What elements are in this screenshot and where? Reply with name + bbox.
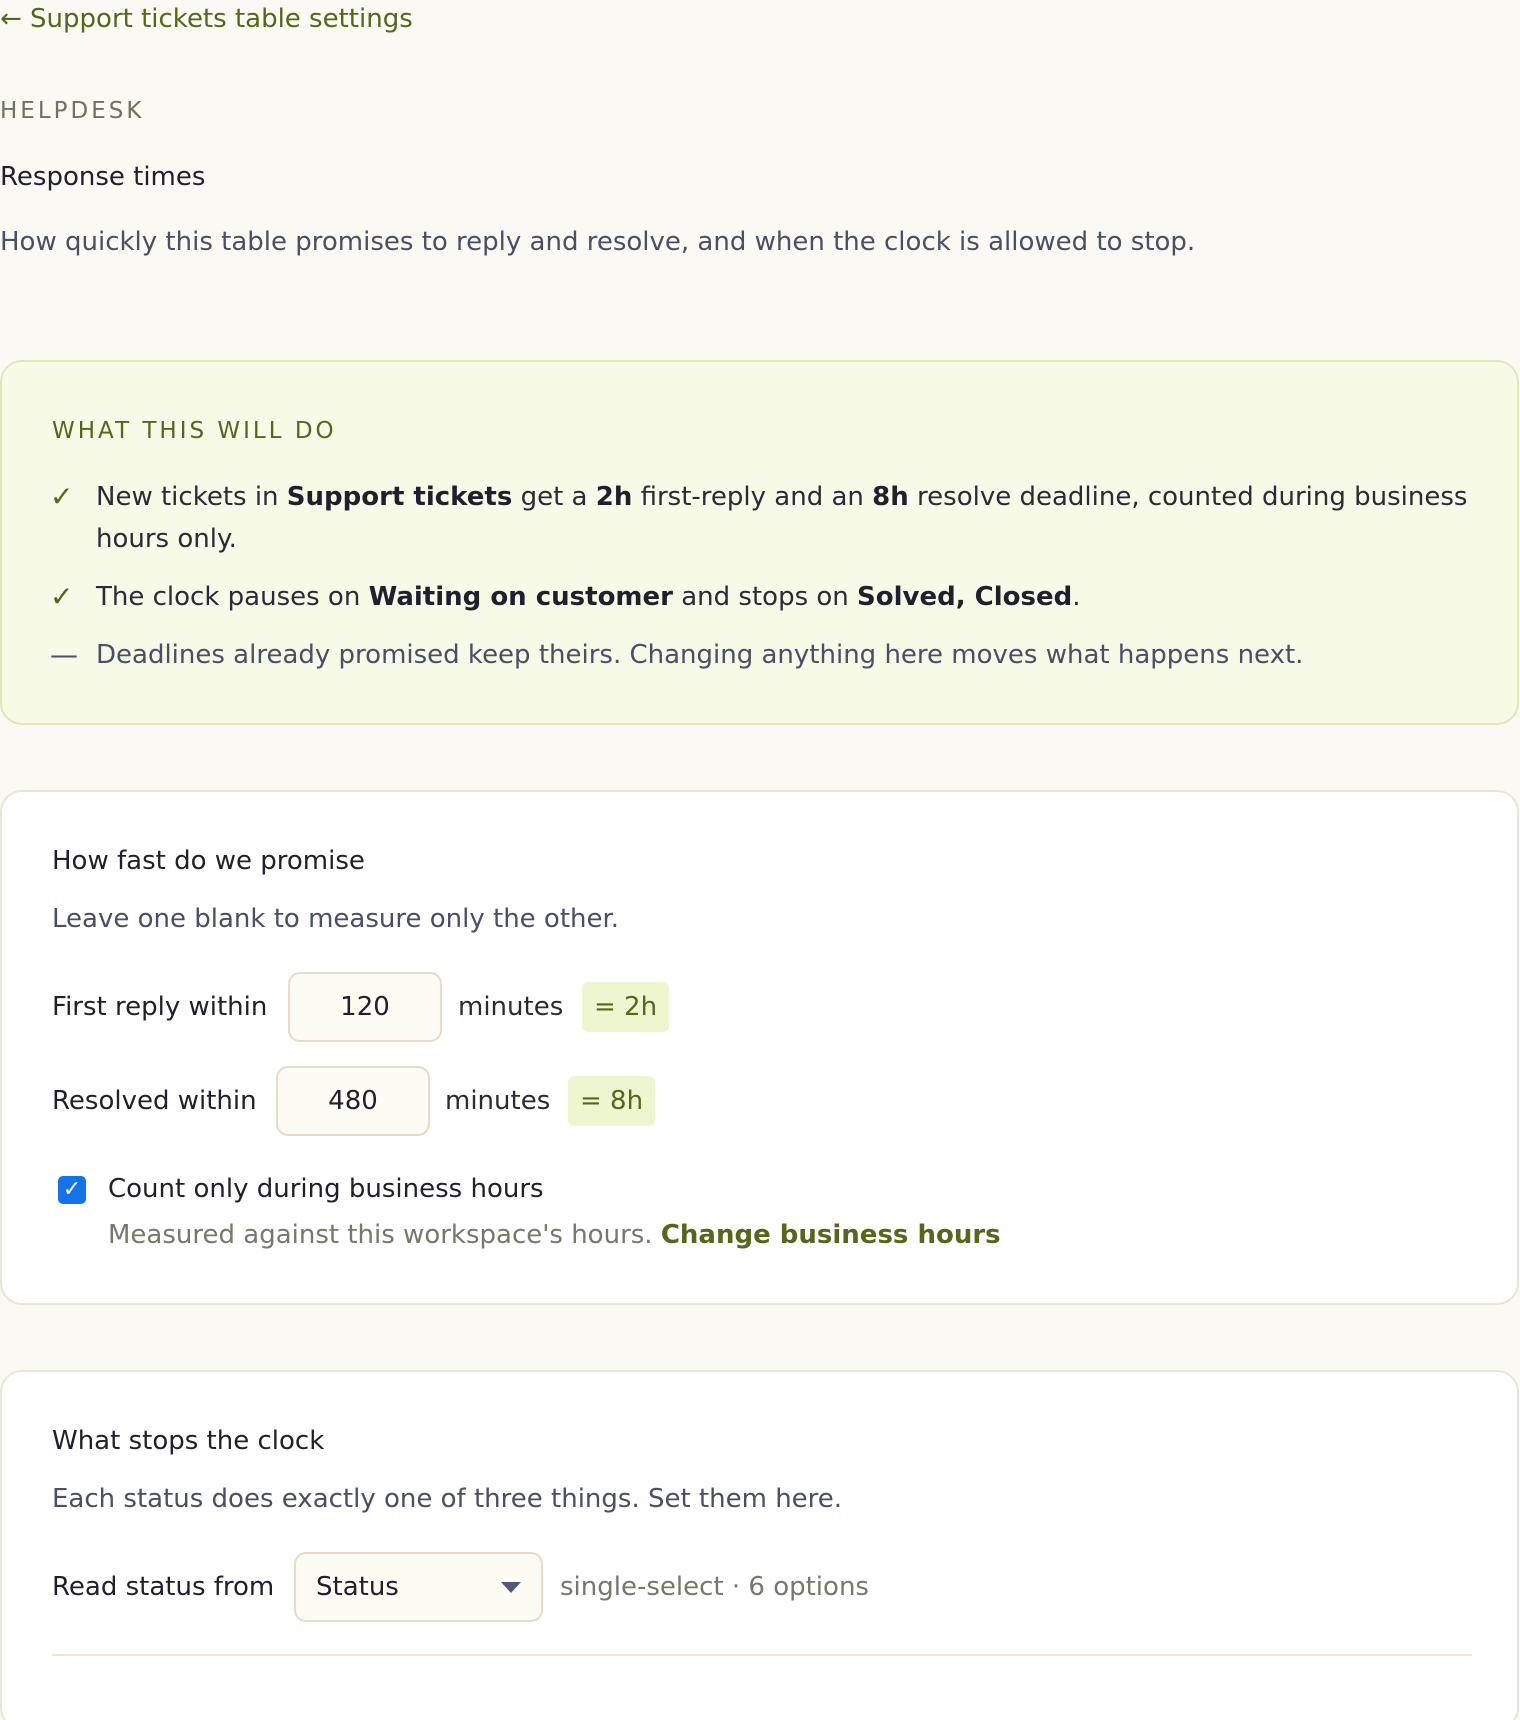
first-reply-input[interactable] xyxy=(288,972,442,1042)
first-reply-label: First reply within xyxy=(52,992,268,1022)
chevron-down-icon xyxy=(501,1582,521,1593)
business-hours-label: Count only during business hours xyxy=(108,1174,544,1204)
check-icon: ✓ xyxy=(50,580,74,613)
eyebrow: HELPDESK xyxy=(0,98,145,124)
business-hours-checkbox[interactable]: ✓ xyxy=(58,1176,86,1204)
summary-item-text: The clock pauses on Waiting on customer and stops on Solved, Closed. xyxy=(96,582,1081,612)
read-status-label: Read status from xyxy=(52,1572,275,1602)
change-business-hours-link[interactable]: Change business hours xyxy=(660,1220,1001,1250)
first-reply-equivalent: = 2h xyxy=(582,982,669,1032)
page-title: Response times xyxy=(0,162,206,192)
promise-card xyxy=(0,790,1519,1305)
dash-icon: — xyxy=(50,638,78,671)
card-subtitle: Each status does exactly one of three things. Set them here. xyxy=(52,1484,843,1514)
clock-card xyxy=(0,1370,1519,1720)
summary-item-text: New tickets in Support tickets get a 2h first-reply and an 8h resolve deadline, counted during business hours only. xyxy=(96,482,1468,554)
business-hours-help: Measured against this workspace's hours. Change business hours xyxy=(108,1220,1001,1250)
card-title: What stops the clock xyxy=(52,1426,325,1456)
status-field-meta: single-select · 6 options xyxy=(560,1572,869,1602)
status-field-select[interactable] xyxy=(294,1552,543,1622)
resolved-unit: minutes xyxy=(445,1086,551,1116)
status-field-value: Status xyxy=(316,1572,399,1602)
summary-heading: WHAT THIS WILL DO xyxy=(52,418,337,444)
resolved-label: Resolved within xyxy=(52,1086,257,1116)
first-reply-unit: minutes xyxy=(458,992,564,1022)
card-title: How fast do we promise xyxy=(52,846,365,876)
summary-item-text: Deadlines already promised keep theirs. Changing anything here moves what happens next. xyxy=(96,640,1304,670)
card-subtitle: Leave one blank to measure only the other. xyxy=(52,904,620,934)
summary-panel xyxy=(0,360,1519,725)
resolved-equivalent: = 8h xyxy=(568,1076,655,1126)
check-icon: ✓ xyxy=(50,480,74,513)
back-link[interactable]: ← Support tickets table settings xyxy=(0,4,413,34)
resolved-input[interactable] xyxy=(276,1066,430,1136)
divider xyxy=(52,1654,1472,1656)
page-description: How quickly this table promises to reply and resolve, and when the clock is allowed to stop. xyxy=(0,227,1196,257)
